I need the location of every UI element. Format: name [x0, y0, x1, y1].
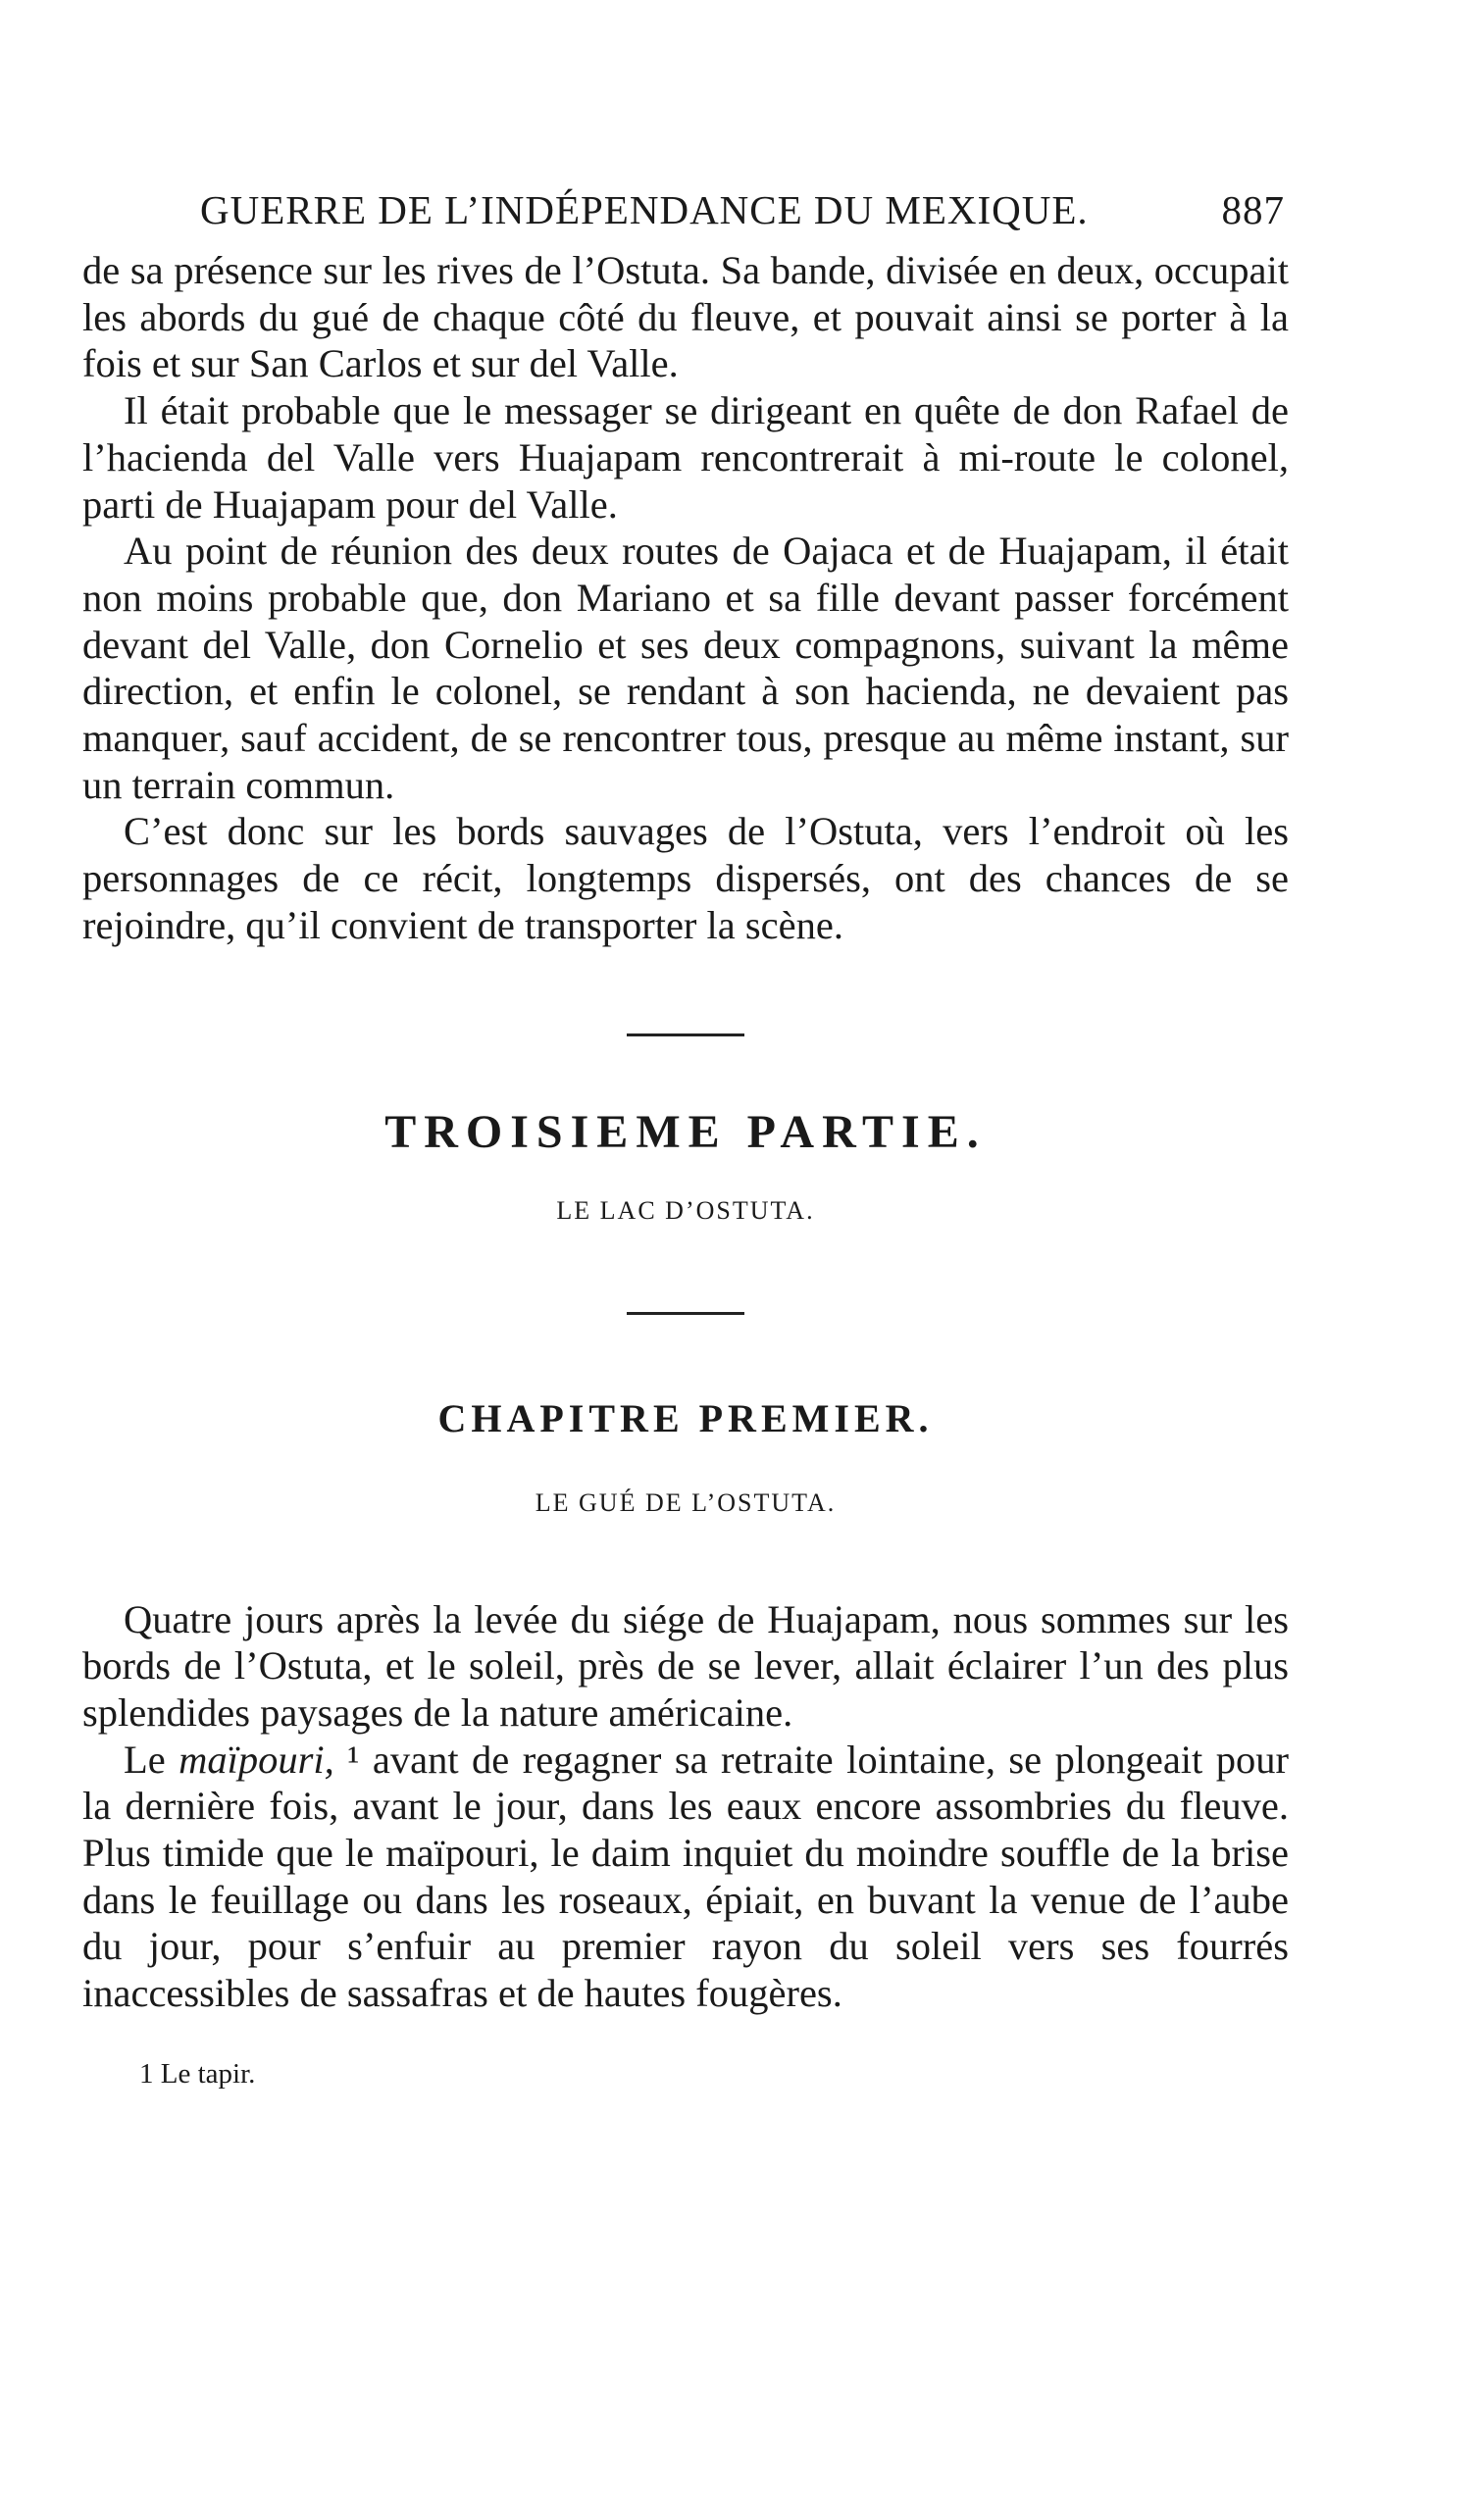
book-page — [82, 186, 1289, 2091]
paragraph: C’est donc sur les bords sauvages de l’Ostuta, vers l’endroit où les personnages de ce récit, longtemps dispersés, ont des chances de se rejoindre, qu’il convient de transporter la scène. — [82, 809, 1289, 947]
paragraph — [82, 1737, 1289, 2017]
footnote: 1 Le tapir. — [139, 2057, 256, 2090]
text-run: avant de regagner sa retraite lointaine, se plongeait pour la dernière fois, avant le jour, dans les eaux encore assombries du fleuve. Plus timide que le maïpouri, le daim inquiet du moindre souffle de la brise dans le feuillage ou dans les roseaux, épiait, en buvant la venue de l’aube du jour, pour s’enfuir au premier rayon du soleil vers ses fourrés inaccessibles de sassafras et de hautes fougères. — [82, 1737, 1289, 2016]
paragraph: de sa présence sur les rives de l’Ostuta. Sa bande, divisée en deux, occupait les abords du gué de chaque côté du fleuve, et pouvait ainsi se porter à la fois et sur San Carlos et sur del Valle. — [82, 248, 1289, 386]
part-subtitle: LE LAC D’OSTUTA. — [556, 1195, 815, 1225]
running-head-title: GUERRE DE L’INDÉPENDANCE DU MEXIQUE. — [200, 187, 1089, 232]
text-run: Le — [124, 1737, 179, 1782]
running-head — [200, 186, 1285, 247]
chapter-subtitle: LE GUÉ DE L’OSTUTA. — [535, 1487, 837, 1517]
paragraph: Il était probable que le messager se dirigeant en quête de don Rafael de l’hacienda del Valle vers Huajapam rencontrerait à mi-route le colonel, parti de Huajapam pour del Valle. — [82, 388, 1289, 527]
part-title: TROISIEME PARTIE. — [384, 1105, 987, 1158]
chapter-text — [82, 1596, 1289, 2017]
footnote-reference: ¹ — [333, 1737, 360, 1782]
chapter-title: CHAPITRE PREMIER. — [437, 1395, 934, 1440]
paragraph: Quatre jours après la levée du siége de Huajapam, nous sommes sur les bords de l’Ostuta, et le soleil, près de se lever, allait éclairer l’un des plus splendides paysages de la nature américaine. — [82, 1596, 1289, 1735]
page-number: 887 — [1221, 187, 1285, 232]
italic-term: maïpouri, — [178, 1737, 334, 1782]
paragraph: Au point de réunion des deux routes de Oajaca et de Huajapam, il était non moins probable que, don Mariano et sa fille devant passer forcément devant del Valle, don Cornelio et ses deux compagnons, suivant la même direction, et enfin le colonel, se rendant à son hacienda, ne devaient pas manquer, sauf accident, de se rencontrer tous, presque au même instant, sur un terrain commun. — [82, 529, 1289, 807]
continued-text — [82, 247, 1289, 949]
